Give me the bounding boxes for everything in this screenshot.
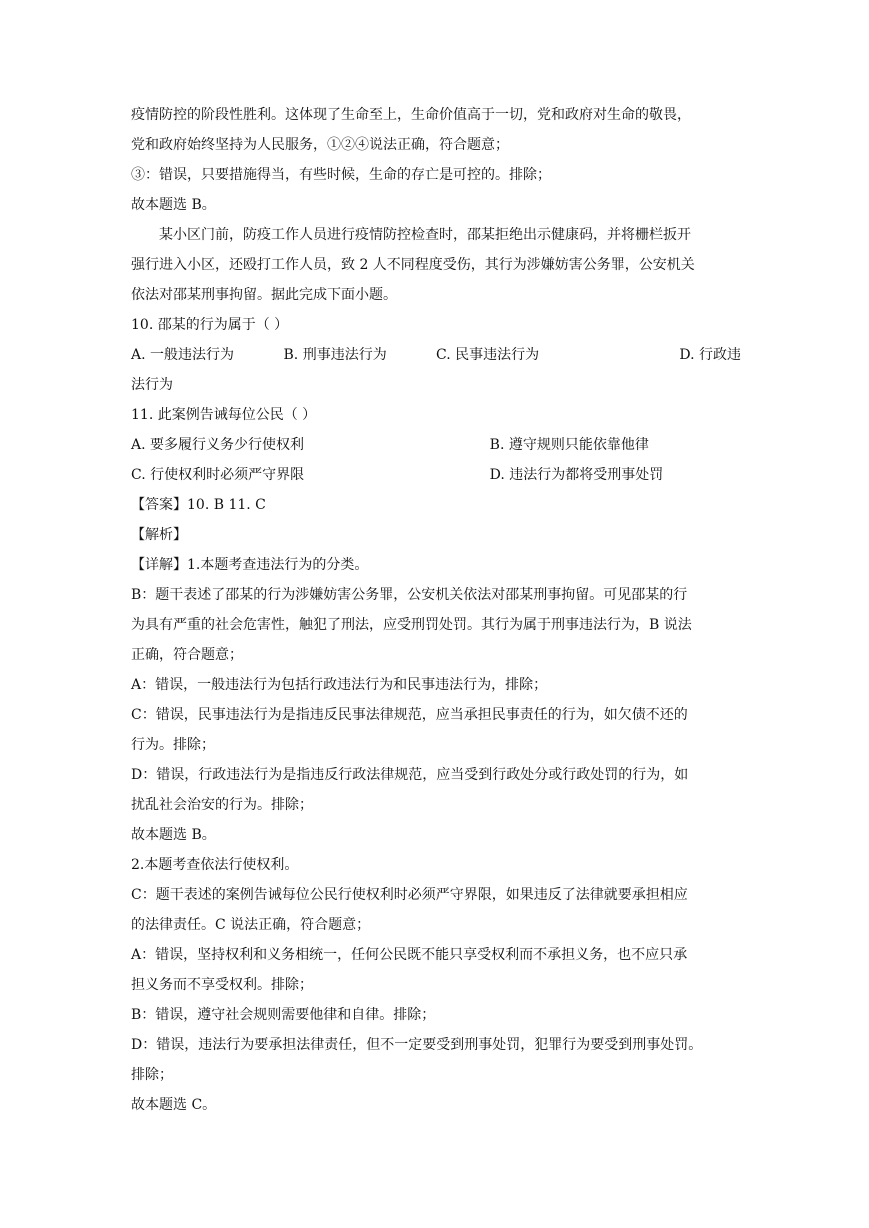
question-material <box>131 220 741 310</box>
option-c: C. 行使权利时必须严守界限 <box>131 467 305 483</box>
option-a: A. 要多履行义务少行使权利 <box>131 437 305 453</box>
detailed-explanation <box>131 550 741 1120</box>
document-page <box>131 100 741 1120</box>
text-line: 党和政府始终坚持为人民服务，①②④说法正确，符合题意； <box>131 137 509 153</box>
text-line: 强行进入小区，还殴打工作人员，致 2 人不同程度受伤，其行为涉嫌妨害公务罪，公安机关 <box>131 257 695 273</box>
text-line: 的法律责任。C 说法正确，符合题意； <box>131 917 371 933</box>
options-row <box>131 430 741 460</box>
text-line: C：题干表述的案例告诫每位公民行使权利时必须严守界限，如果违反了法律就要承担相应 <box>131 887 688 903</box>
text-line: 扰乱社会治安的行为。排除； <box>131 797 313 813</box>
text-line: ③：错误，只要措施得当，有些时候，生命的存亡是可控的。排除； <box>131 167 551 183</box>
analysis-heading: 【解析】 <box>131 527 187 543</box>
question-10 <box>131 310 741 400</box>
text-line: 疫情防控的阶段性胜利。这体现了生命至上，生命价值高于一切，党和政府对生命的敬畏， <box>131 107 691 123</box>
text-line: B：题干表述了邵某的行为涉嫌妨害公务罪，公安机关依法对邵某刑事拘留。可见邵某的行 <box>131 587 688 603</box>
option-d-wrap: 法行为 <box>131 377 173 393</box>
text-line: 依法对邵某刑事拘留。据此完成下面小题。 <box>131 287 397 303</box>
option-b: B. 刑事违法行为 <box>283 347 387 363</box>
options-row <box>131 460 741 490</box>
text-line: D：错误，行政违法行为是指违反行政法律规范，应当受到行政处分或行政处罚的行为，如 <box>131 767 689 783</box>
text-line: 故本题选 B。 <box>131 827 216 843</box>
option-d: D. 行政违 <box>679 347 741 363</box>
text-line: 故本题选 B。 <box>131 197 216 213</box>
option-b: B. 遵守规则只能依靠他律 <box>489 437 649 453</box>
text-line: A：错误，一般违法行为包括行政违法行为和民事违法行为，排除； <box>131 677 548 693</box>
question-stem: 11. 此案例告诫每位公民（ ） <box>131 407 317 423</box>
text-line: A：错误，坚持权利和义务相统一，任何公民既不能只享受权利而不承担义务，也不应只承 <box>131 947 688 963</box>
option-c: C. 民事违法行为 <box>436 347 540 363</box>
text-line: 某小区门前，防疫工作人员进行疫情防控检查时，邵某拒绝出示健康码，并将栅栏扳开 <box>159 227 691 243</box>
text-line: 正确，符合题意； <box>131 647 243 663</box>
answer-line: 【答案】10. B 11. C <box>131 497 266 513</box>
previous-explanation <box>131 100 741 220</box>
text-line: 2.本题考查依法行使权利。 <box>131 857 299 873</box>
question-stem: 10. 邵某的行为属于（ ） <box>131 317 289 333</box>
option-a: A. 一般违法行为 <box>131 347 235 363</box>
options-row <box>131 340 741 370</box>
text-line: 担义务而不享受权利。排除； <box>131 977 313 993</box>
text-line: 行为。排除； <box>131 737 215 753</box>
text-line: 排除； <box>131 1067 173 1083</box>
option-d: D. 违法行为都将受刑事处罚 <box>489 467 664 483</box>
question-11 <box>131 400 741 490</box>
text-line: C：错误，民事违法行为是指违反民事法律规范，应当承担民事责任的行为，如欠债不还的 <box>131 707 688 723</box>
text-line: D：错误，违法行为要承担法律责任，但不一定要受到刑事处罚，犯罪行为要受到刑事处罚。 <box>131 1037 703 1053</box>
text-line: 【详解】1.本题考查违法行为的分类。 <box>131 557 369 573</box>
text-line: 为具有严重的社会危害性，触犯了刑法，应受刑罚处罚。其行为属于刑事违法行为，B 说法 <box>131 617 692 633</box>
text-line: B：错误，遵守社会规则需要他律和自律。排除； <box>131 1007 436 1023</box>
text-line: 故本题选 C。 <box>131 1097 217 1113</box>
